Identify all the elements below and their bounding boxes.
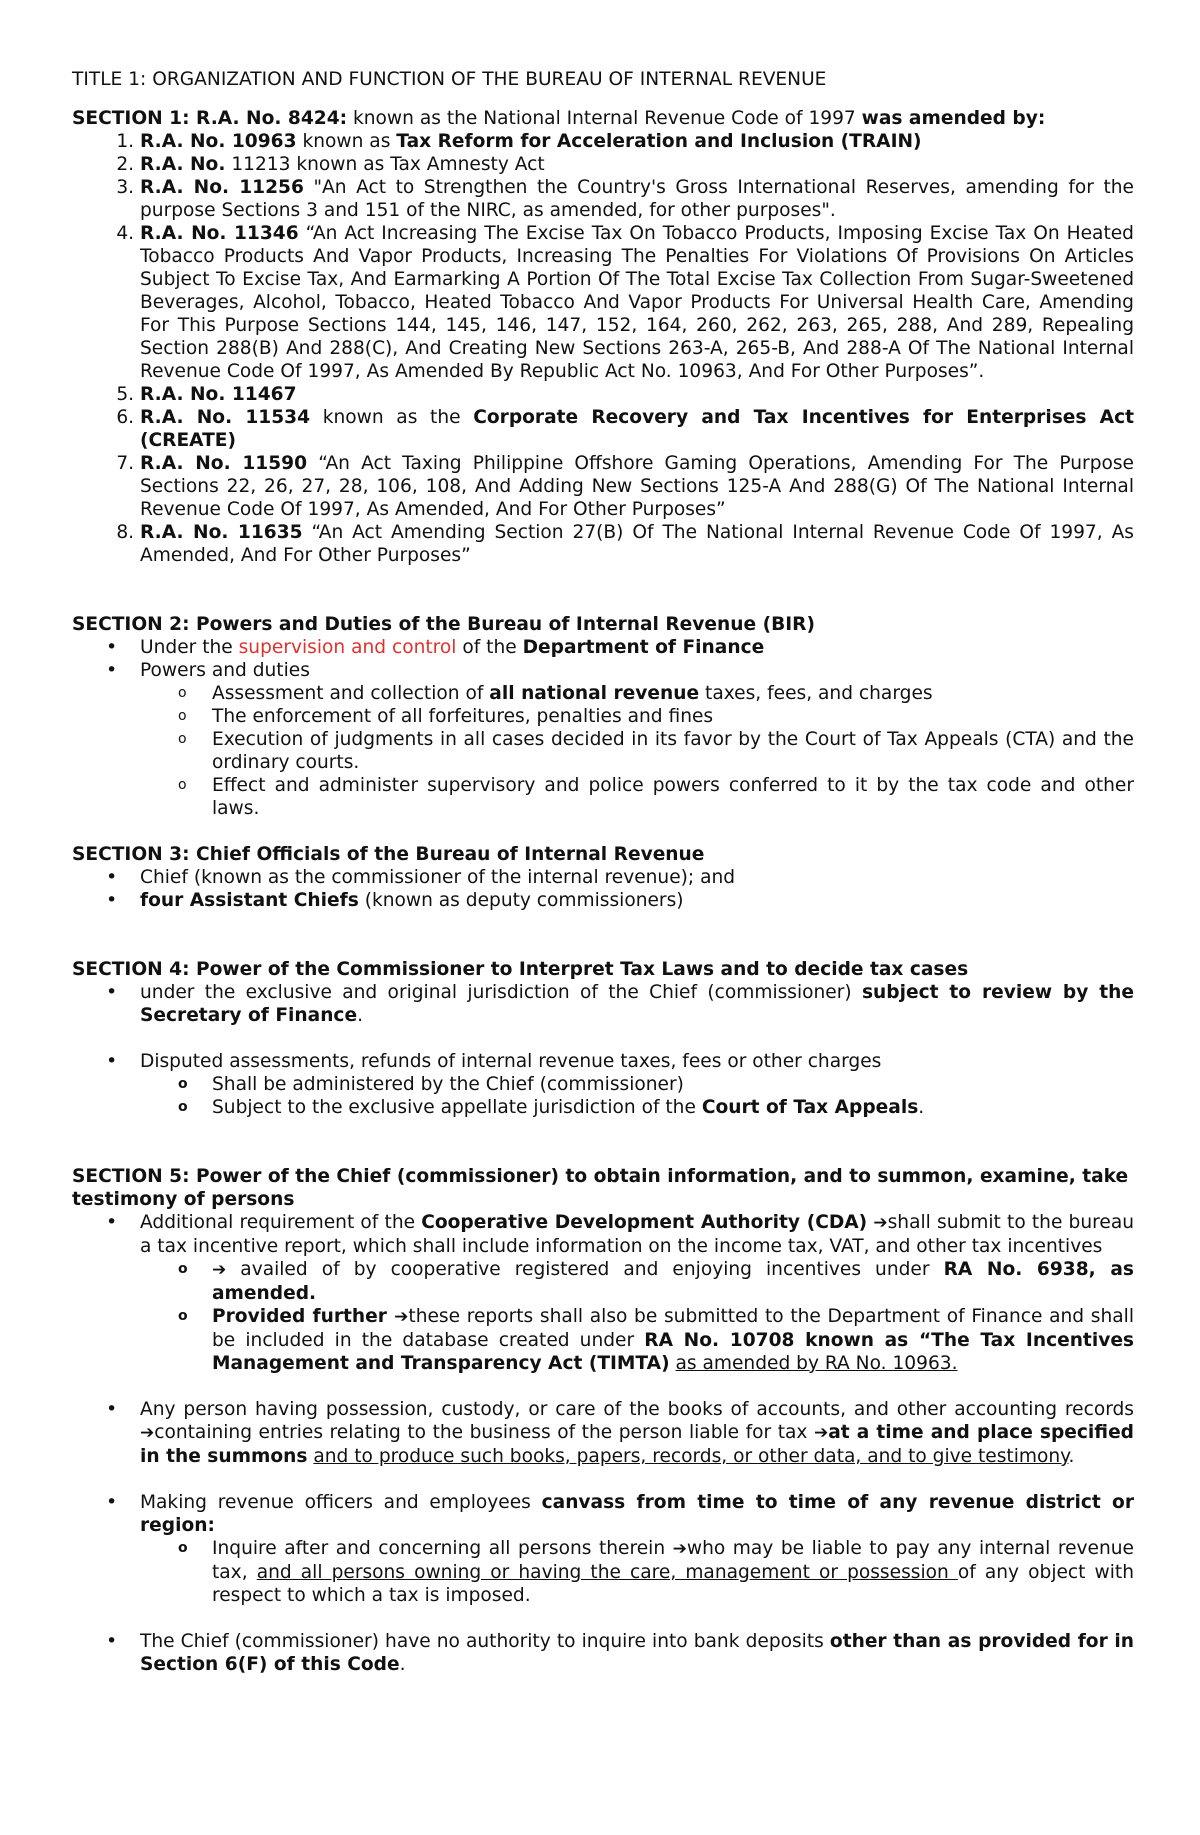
- list-item: 6. R.A. No. 11534 known as the Corporate Recovery and Tax Incentives for Enterprises Act (CREATE): [140, 406, 1134, 452]
- list-item: • four Assistant Chiefs (known as deputy commissioners): [140, 889, 1134, 912]
- section-5-heading: SECTION 5: Power of the Chief (commissioner) to obtain information, and to summon, examine, take testimony of persons: [72, 1166, 1129, 1210]
- list-item: • Making revenue officers and employees canvass from time to time of any revenue district or region: o Inquire after and concerning all persons therein ➔who may be liable to pay any internal revenue tax, and all persons owning or having the care, management or possession of any object with respect to which a tax is imposed.: [140, 1491, 1134, 1607]
- section-1-tail: was amended by:: [861, 108, 1046, 129]
- arrow-icon: ➔: [140, 1423, 155, 1443]
- list-item: 5. R.A. No. 11467: [140, 383, 1134, 406]
- sub-list: [140, 1073, 1134, 1119]
- arrow-icon: ➔: [672, 1539, 687, 1559]
- list-item: • Any person having possession, custody, or care of the books of accounts, and other accounting records ➔containing entries relating to the business of the person liable for tax ➔at a time and place specified in the summons and to produce such books, papers, records, or other data, and to give testimony.: [140, 1398, 1134, 1468]
- arrow-icon: ➔: [873, 1213, 888, 1233]
- sub-list-item: o The enforcement of all forfeitures, penalties and fines: [212, 705, 1134, 728]
- sub-list-item: o Subject to the exclusive appellate jurisdiction of the Court of Tax Appeals.: [212, 1096, 1134, 1119]
- sub-list-item: o Effect and administer supervisory and police powers conferred to it by the tax code and other laws.: [212, 774, 1134, 820]
- sub-list-item: o Shall be administered by the Chief (commissioner): [212, 1073, 1134, 1096]
- list-item: • Additional requirement of the Cooperative Development Authority (CDA) ➔shall submit to the bureau a tax incentive report, which shall include information on the income tax, VAT, and other tax incentives o ➔ availed of by cooperative registered and enjoying incentives under RA No. 6938, as amended. o Provided further ➔these reports shall also be submitted to the Department of Finance and shall be included in the database created under RA No. 10708 known as “The Tax Incentives Management and Transparency Act (TIMTA) as amended by RA No. 10963.: [140, 1211, 1134, 1375]
- sub-list: [140, 1258, 1134, 1375]
- section-5-list: [72, 1211, 1134, 1676]
- section-2-list: [72, 636, 1134, 820]
- highlight-red: supervision and control: [238, 637, 457, 658]
- arrow-icon: ➔: [394, 1307, 409, 1327]
- sub-list-item: o Execution of judgments in all cases decided in its favor by the Court of Tax Appeals (CTA) and the ordinary courts.: [212, 728, 1134, 774]
- arrow-icon: ➔: [813, 1423, 829, 1443]
- list-item: 8. R.A. No. 11635 “An Act Amending Section 27(B) Of The National Internal Revenue Code Of 1997, As Amended, And For Other Purposes”: [140, 521, 1134, 567]
- section-4-heading: SECTION 4: Power of the Commissioner to Interpret Tax Laws and to decide tax cases: [72, 959, 969, 980]
- list-item: 2. R.A. No. 11213 known as Tax Amnesty Act: [140, 153, 1134, 176]
- sub-list-item: o Inquire after and concerning all persons therein ➔who may be liable to pay any internal revenue tax, and all persons owning or having the care, management or possession of any object with respect to which a tax is imposed.: [212, 1537, 1134, 1607]
- sub-list: [140, 682, 1134, 820]
- section-3-list: [72, 866, 1134, 912]
- arrow-icon: ➔: [212, 1260, 227, 1280]
- list-item: • under the exclusive and original jurisdiction of the Chief (commissioner) subject to review by the Secretary of Finance.: [140, 981, 1134, 1027]
- document-title: TITLE 1: ORGANIZATION AND FUNCTION OF THE BUREAU OF INTERNAL REVENUE: [72, 69, 827, 90]
- section-1-label: SECTION 1: R.A. No. 8424:: [72, 108, 348, 129]
- sub-list-item: o Provided further ➔these reports shall also be submitted to the Department of Finance and shall be included in the database created under RA No. 10708 known as “The Tax Incentives Management and Transparency Act (TIMTA) as amended by RA No. 10963.: [212, 1305, 1134, 1375]
- list-item: 4. R.A. No. 11346 “An Act Increasing The Excise Tax On Tobacco Products, Imposing Excise Tax On Heated Tobacco Products And Vapor Products, Increasing The Penalties For Violations Of Provisions On Articles Subject To Excise Tax, And Earmarking A Portion Of The Total Excise Tax Collection From Sugar-Sweetened Beverages, Alcohol, Tobacco, Heated Tobacco And Vapor Products For Universal Health Care, Amending For This Purpose Sections 144, 145, 146, 147, 152, 164, 260, 262, 263, 265, 288, And 289, Repealing Section 288(B) And 288(C), And Creating New Sections 263-A, 265-B, And 288-A Of The National Internal Revenue Code Of 1997, As Amended By Republic Act No. 10963, And For Other Purposes”.: [140, 222, 1134, 383]
- section-1-text: known as the National Internal Revenue Code of 1997: [347, 108, 862, 129]
- list-item: • Powers and duties o Assessment and collection of all national revenue taxes, fees, and charges o The enforcement of all forfeitures, penalties and fines o Execution of judgments in all cases decided in its favor by the Court of Tax Appeals (CTA) and the ordinary courts. o Effect and administer supervisory and police powers conferred to it by the tax code and other laws.: [140, 659, 1134, 820]
- list-item: • Under the supervision and control of the Department of Finance: [140, 636, 1134, 659]
- sub-list-item: o Assessment and collection of all national revenue taxes, fees, and charges: [212, 682, 1134, 705]
- section-1-heading: [72, 107, 1134, 130]
- list-item: • Disputed assessments, refunds of internal revenue taxes, fees or other charges o Shall be administered by the Chief (commissioner) o Subject to the exclusive appellate jurisdiction of the Court of Tax Appeals.: [140, 1050, 1134, 1119]
- sub-list-item: o ➔ availed of by cooperative registered and enjoying incentives under RA No. 6938, as amended.: [212, 1258, 1134, 1305]
- list-item: 1. R.A. No. 10963 known as Tax Reform for Acceleration and Inclusion (TRAIN): [140, 130, 1134, 153]
- section-3-heading: SECTION 3: Chief Officials of the Bureau of Internal Revenue: [72, 844, 705, 865]
- amendment-list: [72, 130, 1134, 567]
- list-item: • Chief (known as the commissioner of the internal revenue); and: [140, 866, 1134, 889]
- list-item: • The Chief (commissioner) have no authority to inquire into bank deposits other than as provided for in Section 6(F) of this Code.: [140, 1630, 1134, 1676]
- list-item: 7. R.A. No. 11590 “An Act Taxing Philippine Offshore Gaming Operations, Amending For The Purpose Sections 22, 26, 27, 28, 106, 108, And Adding New Sections 125-A And 288(G) Of The National Internal Revenue Code Of 1997, As Amended, And For Other Purposes”: [140, 452, 1134, 521]
- list-item: 3. R.A. No. 11256 "An Act to Strengthen the Country's Gross International Reserves, amending for the purpose Sections 3 and 151 of the NIRC, as amended, for other purposes".: [140, 176, 1134, 222]
- section-4-list: [72, 981, 1134, 1119]
- sub-list: [140, 1537, 1134, 1607]
- section-2-heading: SECTION 2: Powers and Duties of the Bureau of Internal Revenue (BIR): [72, 614, 815, 635]
